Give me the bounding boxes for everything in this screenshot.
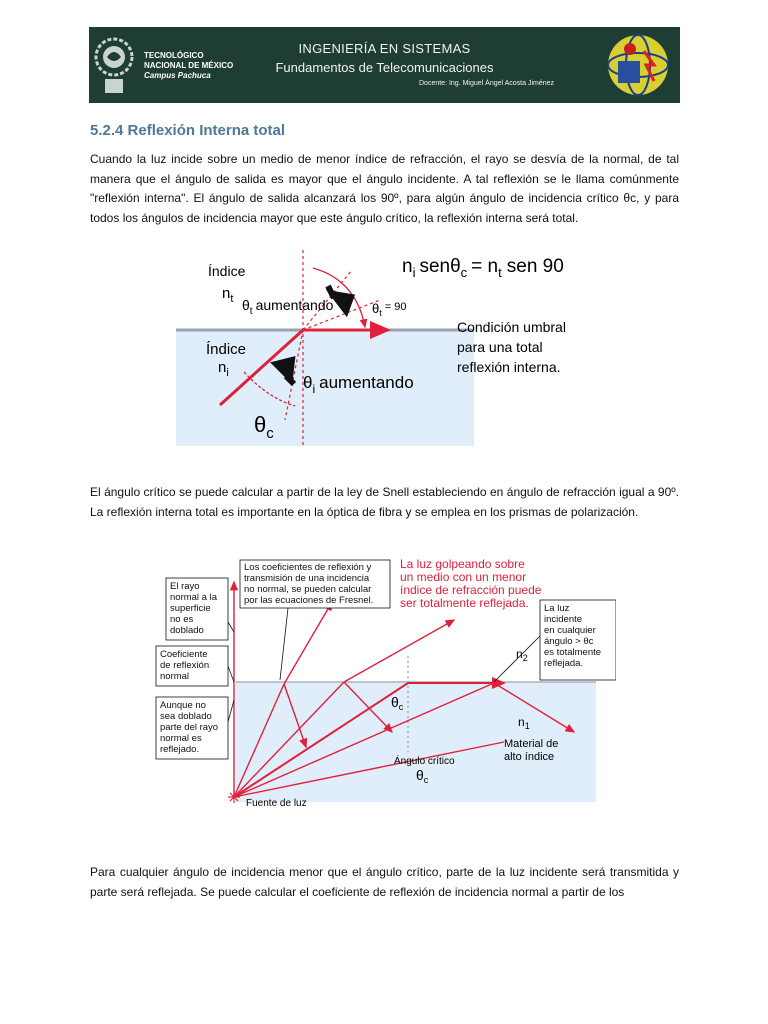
paragraph-3: Para cualquier ángulo de incidencia menor que el ángulo crítico, parte de la luz incidente será transmitida y parte será reflejada. Se puede calcular el coeficiente de reflexión de incidencia normal a partir de los (90, 865, 679, 899)
threshold-line-2: para una total (457, 339, 543, 355)
red-note-text-line: índice de refracción puede (400, 583, 542, 597)
normal-ray-text-line: superficie (170, 603, 211, 614)
index-i-label: Índice (206, 341, 247, 358)
n-t-symbol: $n_t$ (222, 285, 234, 305)
institution-line1: TECNOLÓGICO (144, 51, 204, 60)
coefficient-text-line: Coeficiente (160, 649, 208, 660)
threshold-line-1: Condición umbral (457, 319, 566, 335)
normal-ray-text-line: normal a la (170, 592, 217, 603)
normal-ray-text-line: El rayo (170, 581, 200, 592)
total-reflection-text-line: en cualquier (544, 625, 596, 636)
threshold-line-3: reflexión interna. (457, 359, 561, 375)
ray-1-transmitted (284, 602, 332, 684)
normal-ray-text-line: doblado (170, 625, 204, 636)
paragraph-1: Cuando la luz incide sobre un medio de menor índice de refracción, el rayo se desvía de la normal, de tal manera que el ángulo de salida es mayor que el ángulo incidente. A tal reflexión se le llama comúnmente "reflexión interna". El ángulo de salida alcanzará los 90º, para algún ángulo de incidencia crítico θc, y para todos los ángulos de incidencia mayor que este ángulo crítico, la reflexión interna será total. (90, 152, 679, 225)
fresnel-text-line: no normal, se pueden calcular (244, 584, 372, 595)
section-title: 5.2.4 Reflexión Interna total (90, 122, 286, 139)
total-reflection-text-line: ángulo > θc (544, 636, 594, 647)
header-banner (89, 27, 680, 103)
total-reflection-text-line: La luz (544, 603, 570, 614)
total-internal-reflection-figure (170, 250, 640, 450)
red-note-text-line: La luz golpeando sobre (400, 557, 525, 571)
teacher-name: Docente: Ing. Miguel Ángel Acosta Jiménez (419, 80, 555, 87)
theta-i-increasing-label: $\theta_i$ aumentando (303, 373, 414, 396)
normal-ray-text-line: no es (170, 614, 194, 625)
index-t-label: Índice (208, 263, 246, 279)
n1-label: $n_1$ (518, 715, 530, 731)
theta-c-label: $\theta_c$ (254, 412, 274, 442)
institution-line2: NACIONAL DE MÉXICO (144, 61, 234, 70)
red-note-text-line: ser totalmente reflejada. (400, 596, 529, 610)
reflected-part-text-line: parte del rayo (160, 722, 219, 733)
total-reflection-text-line: reflejada. (544, 658, 584, 669)
critical-angle-label: Ángulo crítico (394, 756, 455, 767)
ray-2-transmitted (344, 620, 454, 682)
theta-c-marker: $\theta_c$ (391, 694, 404, 712)
reflected-part-text-line: sea doblado (160, 711, 212, 722)
paragraph-2: El ángulo crítico se puede calcular a partir de la ley de Snell estableciendo en ángulo de refracción igual a 90º. La reflexión interna total es importante en la óptica de fibra y se emplea en los prismas de polarización. (90, 485, 679, 519)
course-title: Fundamentos de Telecomunicaciones (275, 60, 494, 75)
fresnel-text-line: por las ecuaciones de Fresnel. (244, 595, 374, 606)
snell-equation: $n_i$ $sen\theta_c = n_t$ sen 90 (402, 256, 564, 280)
critical-theta: $\theta_c$ (416, 767, 429, 785)
reflected-part-text-line: Aunque no (160, 700, 206, 711)
total-reflection-text-line: incidente (544, 614, 583, 625)
coefficient-text-line: normal (160, 671, 190, 682)
fresnel-text-line: Los coeficientes de reflexión y (244, 562, 372, 573)
theta-t-90-label: $\theta_t$ $^{= 90}$ (372, 301, 407, 318)
coefficient-text-line: de reflexión (160, 660, 210, 671)
campus-name: Campus Pachuca (144, 71, 211, 80)
material-line-2: alto índice (504, 751, 555, 763)
material-line-1: Material de (504, 738, 559, 750)
n2-label: $n_2$ (516, 647, 528, 663)
red-note-text-line: un medio con un menor (400, 570, 527, 584)
reflected-part-text-line: normal es (160, 733, 202, 744)
reflected-part-text-line: reflejado. (160, 744, 200, 755)
theta-t-increasing-label: $\theta_t$ aumentando (242, 297, 334, 317)
light-source-label: Fuente de luz (246, 798, 307, 809)
systems-logo (604, 31, 672, 99)
program-title: INGENIERÍA EN SISTEMAS (298, 41, 471, 56)
total-reflection-text-line: es totalmente (544, 647, 602, 658)
critical-angle-figure (154, 552, 616, 814)
fresnel-text-line: transmisión de una incidencia (244, 573, 370, 584)
n-i-symbol: $n_i$ (218, 359, 229, 379)
